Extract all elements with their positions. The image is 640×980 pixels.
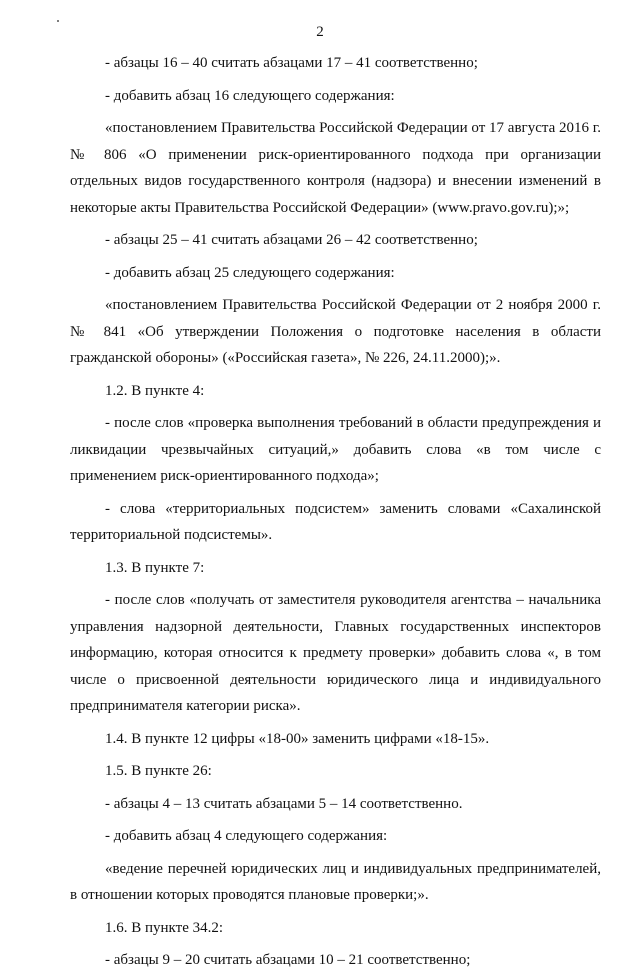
paragraph: 1.3. В пункте 7:: [105, 559, 205, 576]
scan-dot: [57, 20, 59, 22]
paragraph: - добавить абзац 25 следующего содержания:: [105, 264, 395, 281]
paragraph: - абзацы 16 – 40 считать абзацами 17 – 41 соответственно;: [105, 55, 478, 71]
paragraph: 1.6. В пункте 34.2:: [105, 919, 224, 936]
paragraph: - слова «территориальных подсистем» заменить словами «Сахалинской территориальной подсистемы».: [70, 500, 601, 543]
paragraph: - абзацы 4 – 13 считать абзацами 5 – 14 соответственно.: [105, 795, 463, 812]
paragraph: 1.4. В пункте 12 цифры «18-00» заменить цифрами «18-15».: [105, 730, 490, 747]
page-number: 2: [316, 24, 324, 40]
paragraph: - добавить абзац 16 следующего содержания:: [105, 87, 395, 104]
paragraph: «постановлением Правительства Российской Федерации от 17 августа 2016 г. № 806 «О применении риск-ориентированного подхода при организации отдельных видов государственного контроля (надзора) и внесении изменений в некоторые акты Правительства Российской Федерации» (www.pravo.gov.ru);»;: [70, 120, 601, 216]
paragraph: 1.2. В пункте 4:: [105, 382, 205, 399]
paragraph: - абзацы 25 – 41 считать абзацами 26 – 42 соответственно;: [105, 232, 478, 248]
document-body: [70, 50, 601, 980]
paragraph: «постановлением Правительства Российской Федерации от 2 ноября 2000 г. № 841 «Об утверждении Положения о подготовке населения в области гражданской обороны» («Российская газета», № 226, 24.11.2000);».: [70, 297, 601, 366]
paragraph: 1.5. В пункте 26:: [105, 763, 212, 779]
paragraph: - добавить абзац 4 следующего содержания:: [105, 828, 388, 844]
paragraph: «ведение перечней юридических лиц и индивидуальных предпринимателей, в отношении которых проводятся плановые проверки;».: [70, 860, 601, 903]
paragraph: - после слов «проверка выполнения требований в области предупреждения и ликвидации чрезвычайных ситуаций,» добавить слова «в том числе с применением риск-ориентированного подхода»;: [70, 415, 601, 484]
paragraph: - после слов «получать от заместителя руководителя агентства – начальника управления надзорной деятельности, Главных государственных инспекторов информацию, которая относится к предмету проверки» добавить слова «, в том числе о присвоенной деятельности юридического лица и индивидуального предпринимателя категории риска».: [70, 592, 601, 714]
paragraph: - абзацы 9 – 20 считать абзацами 10 – 21 соответственно;: [105, 952, 471, 968]
